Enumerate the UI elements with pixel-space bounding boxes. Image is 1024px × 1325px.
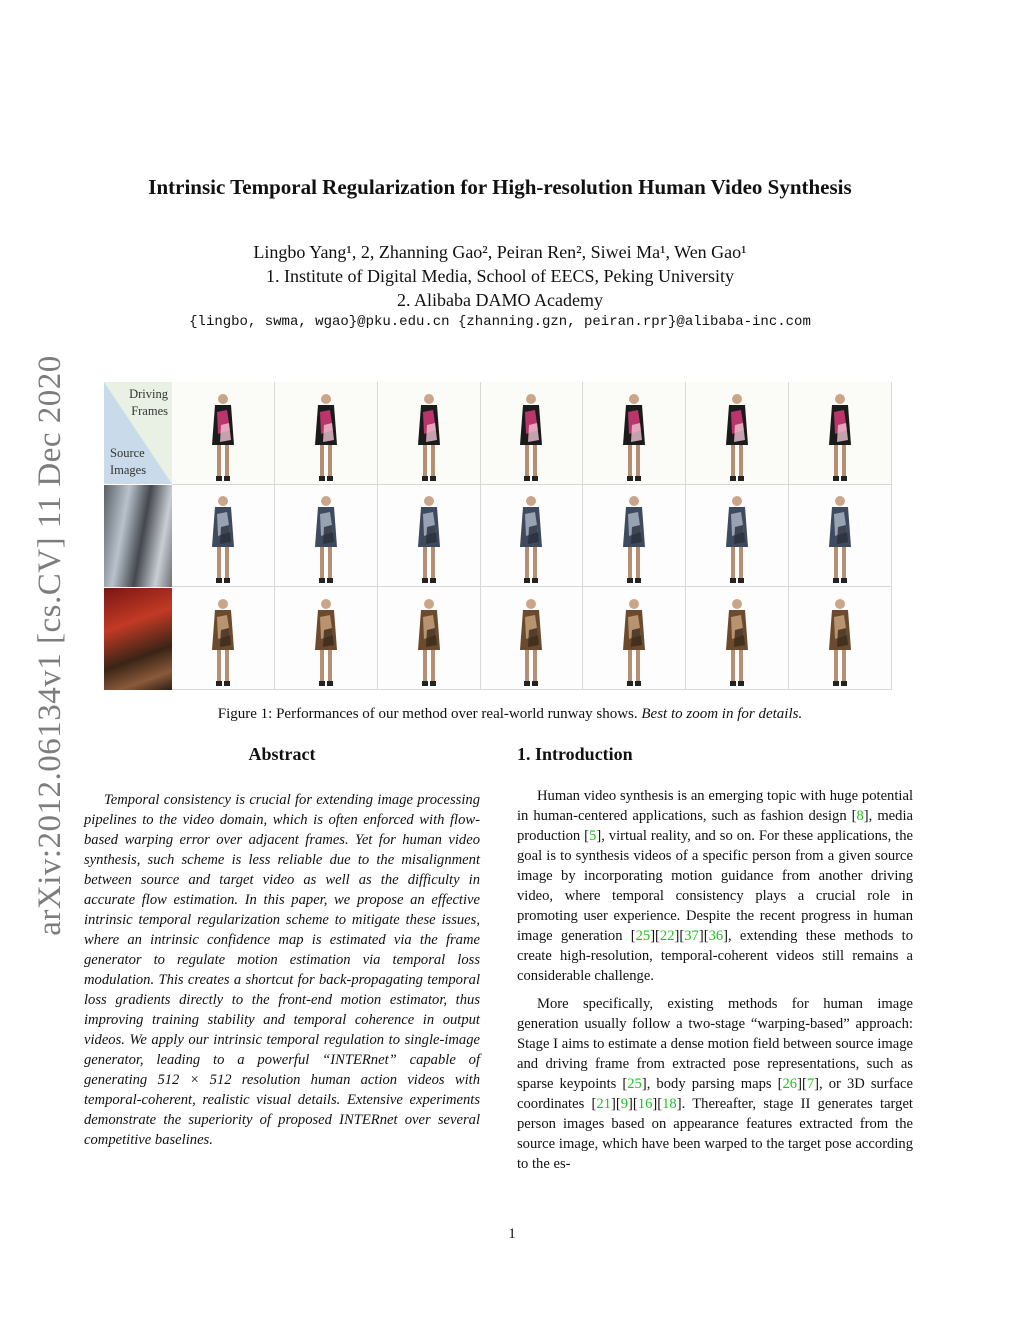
citation-link[interactable]: 36 xyxy=(708,928,724,944)
person-shape xyxy=(635,681,641,686)
person-shape xyxy=(218,496,228,506)
person-figure xyxy=(203,390,243,484)
person-figure xyxy=(820,390,860,484)
figure-cell xyxy=(172,382,275,485)
person-shape xyxy=(627,578,633,583)
label-driving-frames xyxy=(129,386,168,420)
person-figure xyxy=(203,492,243,586)
person-shape xyxy=(833,476,839,481)
caption-italic: Best to zoom in for details. xyxy=(641,706,803,722)
intro-paragraph-1 xyxy=(517,786,913,986)
person-shape xyxy=(319,681,325,686)
intro-text: ][ xyxy=(611,1096,621,1112)
person-shape xyxy=(430,681,436,686)
person-shape xyxy=(732,496,742,506)
person-figure xyxy=(717,595,757,689)
person-shape xyxy=(225,445,229,479)
affiliation-2: 2. Alibaba DAMO Academy xyxy=(397,290,603,310)
person-figure xyxy=(409,595,449,689)
citation-link[interactable]: 8 xyxy=(856,808,864,824)
abstract-text: Temporal consistency is crucial for extending image processing pipelines to the video domain, which is often enforced with flow-based warping error over adjacent frames. Yet for human video synthesis, such scheme is less reliable due to the misalignment between source and target video as well as the difficulty in accurate flow estimation. In this paper, we propose an effective intrinsic temporal regularization scheme to mitigate these issues, where an intrinsic confidence map is estimated via the frame generator to regulate motion estimation via temporal loss modulation. This creates a shortcut for back-propagating temporal loss gradients directly to the front-end motion estimator, thus improving training stability and temporal coherence in output videos. We apply our intrinsic temporal regulation to single-image generator, leading to a powerful “INTERnet” capable of generating 512 × 512 resolution human action videos with temporal-coherent, realistic visual details. Extensive experiments demonstrate the superiority of proposed INTERnet over several competitive baselines. xyxy=(84,792,480,1148)
figure-cell xyxy=(686,587,789,690)
figure-cell xyxy=(275,587,378,690)
person-shape xyxy=(526,599,536,609)
citation-link[interactable]: 21 xyxy=(596,1096,612,1112)
person-figure xyxy=(306,595,346,689)
person-figure xyxy=(203,595,243,689)
person-shape xyxy=(833,578,839,583)
figure-cell xyxy=(481,587,584,690)
author-list: Lingbo Yang¹, 2, Zhanning Gao², Peiran Ren², Siwei Ma¹, Wen Gao¹ xyxy=(253,242,747,262)
person-figure xyxy=(820,492,860,586)
intro-text: More specifically, existing methods for human image generation usually follow a two-stage “warping-based” approach: Stage I aims to estimate a dense motion field between source image and driving frame from extracted pose representations, such as sparse keypoints [ xyxy=(517,996,913,1092)
intro-text: ], virtual reality, and so on. For these applications, the goal is to synthesis videos of a specific person from a given source image by incorporating motion guidance from another driving video, where temporal consistency plays a crucial role in promoting user experience. Despite the recent progress in human image generation [ xyxy=(517,828,913,944)
figure-caption xyxy=(100,706,920,723)
person-shape xyxy=(327,681,333,686)
person-figure xyxy=(306,390,346,484)
author-emails: {lingbo, swma, wgao}@pku.edu.cn {zhanning.gzn, peiran.rpr}@alibaba-inc.com xyxy=(189,314,811,330)
person-shape xyxy=(532,681,538,686)
paper-title: Intrinsic Temporal Regularization for High-resolution Human Video Synthesis xyxy=(148,175,852,199)
person-shape xyxy=(635,578,641,583)
figure-1 xyxy=(104,382,892,690)
person-shape xyxy=(732,599,742,609)
affiliation-1: 1. Institute of Digital Media, School of EECS, Peking University xyxy=(266,266,734,286)
person-shape xyxy=(842,650,846,684)
intro-text: ]. Thereafter, stage II generates target person images based on appearance features extracted from the source image, which have been warped to the target pose according to the es- xyxy=(517,1096,913,1172)
person-figure xyxy=(511,492,551,586)
figure-cell xyxy=(789,382,892,485)
person-shape xyxy=(319,578,325,583)
person-shape xyxy=(524,476,530,481)
person-shape xyxy=(526,496,536,506)
figure-cell xyxy=(172,587,275,690)
person-shape xyxy=(636,547,640,581)
source-image-b xyxy=(104,588,172,690)
person-shape xyxy=(327,578,333,583)
person-shape xyxy=(216,681,222,686)
person-shape xyxy=(320,445,324,479)
person-shape xyxy=(732,394,742,404)
person-figure xyxy=(717,390,757,484)
label-source-line2: Images xyxy=(110,463,147,477)
figure-cell xyxy=(686,382,789,485)
person-shape xyxy=(842,547,846,581)
citation-link[interactable]: 22 xyxy=(659,928,675,944)
person-shape xyxy=(217,650,221,684)
figure-cell xyxy=(378,485,481,588)
citation-link[interactable]: 9 xyxy=(620,1096,629,1112)
citation-link[interactable]: 5 xyxy=(589,828,597,844)
intro-text: ][ xyxy=(698,928,709,944)
person-shape xyxy=(216,578,222,583)
introduction-heading: 1. Introduction xyxy=(517,744,633,764)
person-shape xyxy=(731,445,735,479)
intro-text: ][ xyxy=(797,1076,807,1092)
figure-cell xyxy=(789,587,892,690)
person-shape xyxy=(431,547,435,581)
introduction-body xyxy=(517,786,913,1182)
person-shape xyxy=(319,476,325,481)
person-figure xyxy=(409,390,449,484)
figure-cell xyxy=(378,382,481,485)
person-shape xyxy=(430,578,436,583)
person-shape xyxy=(628,445,632,479)
citation-link[interactable]: 25 xyxy=(627,1076,642,1092)
person-shape xyxy=(739,445,743,479)
person-shape xyxy=(636,650,640,684)
intro-text: ], body parsing maps [ xyxy=(641,1076,783,1092)
person-shape xyxy=(218,599,228,609)
person-shape xyxy=(629,599,639,609)
person-shape xyxy=(628,650,632,684)
person-shape xyxy=(225,650,229,684)
person-shape xyxy=(738,476,744,481)
person-shape xyxy=(327,476,333,481)
figure-cell xyxy=(481,382,584,485)
person-figure xyxy=(717,492,757,586)
person-shape xyxy=(841,578,847,583)
author-block xyxy=(100,240,900,312)
intro-text: ], media production [ xyxy=(517,808,913,844)
figure-cell xyxy=(583,382,686,485)
person-shape xyxy=(841,681,847,686)
figure-cell xyxy=(583,587,686,690)
person-shape xyxy=(328,445,332,479)
person-shape xyxy=(835,599,845,609)
person-shape xyxy=(628,547,632,581)
person-shape xyxy=(627,476,633,481)
label-source-images xyxy=(110,445,146,479)
intro-text: ][ xyxy=(652,1096,663,1112)
intro-text: Human video synthesis is an emerging topic with huge potential in human-centered applications, such as fashion design [ xyxy=(517,788,913,824)
person-shape xyxy=(833,681,839,686)
person-shape xyxy=(328,650,332,684)
person-shape xyxy=(320,547,324,581)
page-number: 1 xyxy=(508,1226,516,1242)
person-shape xyxy=(627,681,633,686)
label-source-line1: Source xyxy=(110,446,145,460)
person-shape xyxy=(629,496,639,506)
person-shape xyxy=(320,650,324,684)
person-shape xyxy=(328,547,332,581)
citation-link[interactable]: 7 xyxy=(806,1076,815,1092)
citation-link[interactable]: 26 xyxy=(782,1076,798,1092)
person-shape xyxy=(730,476,736,481)
person-shape xyxy=(841,476,847,481)
person-shape xyxy=(422,578,428,583)
figure-cell xyxy=(275,485,378,588)
intro-text: ][ xyxy=(650,928,660,944)
person-shape xyxy=(422,476,428,481)
person-shape xyxy=(731,547,735,581)
person-figure xyxy=(409,492,449,586)
label-driving-line2: Frames xyxy=(131,404,168,418)
person-shape xyxy=(738,578,744,583)
source-image-a xyxy=(104,485,172,587)
person-shape xyxy=(431,445,435,479)
person-shape xyxy=(217,547,221,581)
person-shape xyxy=(731,650,735,684)
person-shape xyxy=(321,496,331,506)
figure-cell xyxy=(789,485,892,588)
person-shape xyxy=(423,547,427,581)
person-shape xyxy=(224,681,230,686)
person-shape xyxy=(430,476,436,481)
figure-cell xyxy=(172,485,275,588)
citation-link[interactable]: 25 xyxy=(635,928,651,944)
person-shape xyxy=(424,599,434,609)
person-shape xyxy=(635,476,641,481)
person-shape xyxy=(730,578,736,583)
person-shape xyxy=(524,578,530,583)
person-shape xyxy=(636,445,640,479)
person-shape xyxy=(321,394,331,404)
intro-text: ][ xyxy=(628,1096,638,1112)
citation-link[interactable]: 18 xyxy=(662,1096,677,1112)
person-shape xyxy=(217,445,221,479)
person-shape xyxy=(423,650,427,684)
figure-corner-legend xyxy=(104,382,172,484)
person-shape xyxy=(422,681,428,686)
person-shape xyxy=(739,650,743,684)
citation-link[interactable]: 16 xyxy=(637,1096,653,1112)
person-shape xyxy=(431,650,435,684)
person-shape xyxy=(834,650,838,684)
abstract-heading: Abstract xyxy=(248,744,316,764)
figure-cell xyxy=(481,485,584,588)
person-shape xyxy=(739,547,743,581)
citation-link[interactable]: 37 xyxy=(684,928,699,944)
person-shape xyxy=(424,394,434,404)
person-shape xyxy=(834,445,838,479)
person-shape xyxy=(533,547,537,581)
person-shape xyxy=(525,445,529,479)
person-figure xyxy=(614,492,654,586)
intro-paragraph-2 xyxy=(517,994,913,1174)
person-figure xyxy=(614,595,654,689)
person-shape xyxy=(533,650,537,684)
caption-text: Figure 1: Performances of our method over real-world runway shows. xyxy=(217,706,642,722)
figure-result-grid xyxy=(172,382,892,690)
figure-cell xyxy=(275,382,378,485)
person-shape xyxy=(321,599,331,609)
person-figure xyxy=(511,390,551,484)
person-shape xyxy=(730,681,736,686)
person-shape xyxy=(738,681,744,686)
person-shape xyxy=(842,445,846,479)
person-figure xyxy=(306,492,346,586)
person-shape xyxy=(524,681,530,686)
person-shape xyxy=(424,496,434,506)
person-figure xyxy=(614,390,654,484)
person-shape xyxy=(525,547,529,581)
figure-cell xyxy=(583,485,686,588)
intro-text: ][ xyxy=(674,928,685,944)
arxiv-id: arXiv:2012.06134v1 [cs.CV] 11 Dec 2020 xyxy=(31,354,68,936)
person-shape xyxy=(525,650,529,684)
person-shape xyxy=(224,578,230,583)
person-shape xyxy=(224,476,230,481)
person-shape xyxy=(216,476,222,481)
figure-cell xyxy=(686,485,789,588)
person-figure xyxy=(511,595,551,689)
figure-cell xyxy=(378,587,481,690)
person-shape xyxy=(835,496,845,506)
intro-text: ], or 3D surface coordinates [ xyxy=(517,1076,913,1112)
person-shape xyxy=(526,394,536,404)
person-shape xyxy=(533,445,537,479)
person-shape xyxy=(532,476,538,481)
person-shape xyxy=(532,578,538,583)
person-shape xyxy=(423,445,427,479)
label-driving-line1: Driving xyxy=(129,387,168,401)
intro-text: ], extending these methods to create high-resolution, temporal-coherent videos still remains a considerable challenge. xyxy=(517,928,913,984)
person-shape xyxy=(218,394,228,404)
person-shape xyxy=(834,547,838,581)
person-figure xyxy=(820,595,860,689)
person-shape xyxy=(835,394,845,404)
person-shape xyxy=(225,547,229,581)
arxiv-watermark xyxy=(30,350,70,940)
person-shape xyxy=(629,394,639,404)
